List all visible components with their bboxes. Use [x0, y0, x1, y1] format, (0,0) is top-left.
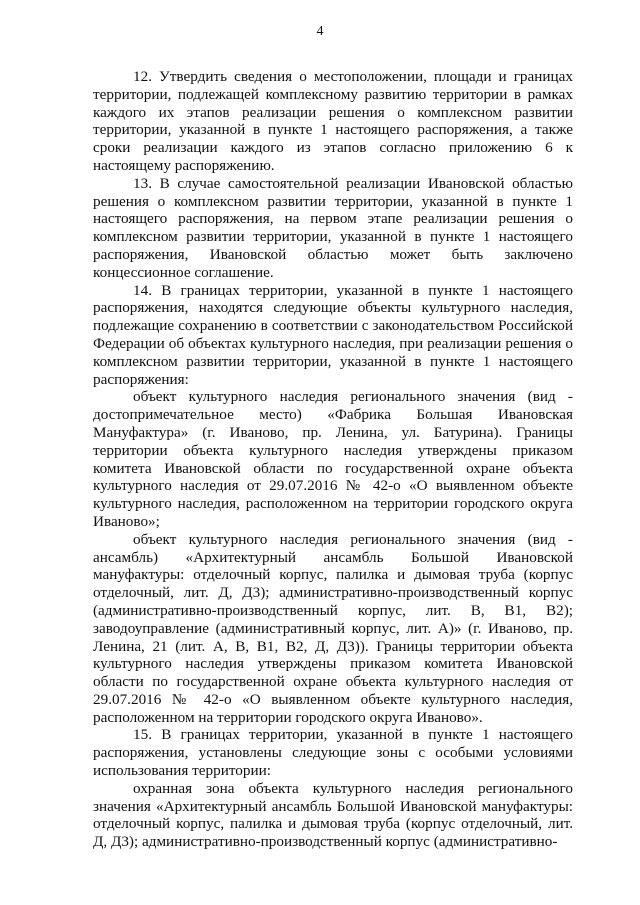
- paragraph-14: 14. В границах территории, указанной в пункте 1 настоящего распоряжения, находятся следующие объекты культурного наследия, подлежащие сохранению в соответствии с законодательством Российской Федерации об объектах культурного наследия, при реализации решения о комплексном развитии территории, указанной в пункте 1 настоящего распоряжения:: [93, 281, 573, 388]
- document-body: [93, 68, 573, 851]
- heritage-object-ensemble: объект культурного наследия регионального значения (вид - ансамбль) «Архитектурный ансамбль Большой Ивановской мануфактуры: отделочный корпус, палилка и дымовая труба (корпус отделочный, лит. Д, Д3); административно-производственный корпус (административно-производственный корпус, лит. В, В1, В2); заводоуправление (административный корпус, лит. А)» (г. Иваново, пр. Ленина, 21 (лит. А, В, В1, В2, Д, Д3)). Границы территории объекта культурного наследия утверждены приказом комитета Ивановской области по государственной охране объекта культурного наследия от 29.07.2016 № 42-о «О выявленном объекте культурного наследия, расположенном на территории городского округа Иваново».: [93, 530, 573, 726]
- protection-zone-paragraph: охранная зона объекта культурного наследия регионального значения «Архитектурный ансамбль Большой Ивановской мануфактуры: отделочный корпус, палилка и дымовая труба (корпус отделочный, лит. Д, Д3); административно-производственный корпус (административно-: [93, 779, 573, 851]
- page-number: 4: [316, 24, 324, 39]
- paragraph-13: 13. В случае самостоятельной реализации Ивановской областью решения о комплексном развитии территории, указанной в пункте 1 настоящего распоряжения, на первом этапе реализации решения о комплексном развитии территории, указанной в пункте 1 настоящего распоряжения, Ивановской областью может быть заключено концессионное соглашение.: [93, 174, 573, 281]
- paragraph-12: 12. Утвердить сведения о местоположении, площади и границах территории, подлежащей комплексному развитию территории в рамках каждого их этапов реализации решения о комплексном развитии территории, указанной в пункте 1 настоящего распоряжения, а также сроки реализации каждого из этапов согласно приложению 6 к настоящему распоряжению.: [93, 68, 573, 174]
- paragraph-15: 15. В границах территории, указанной в пункте 1 настоящего распоряжения, установлены следующие зоны с особыми условиями использования территории:: [93, 726, 573, 780]
- heritage-object-place: объект культурного наследия регионального значения (вид - достопримечательное место) «Фабрика Большая Ивановская Мануфактура» (г. Иваново, пр. Ленина, ул. Батурина). Границы территории объекта культурного наследия утверждены приказом комитета Ивановской области по государственной охране объекта культурного наследия от 29.07.2016 № 42-о «О выявленном объекте культурного наследия, расположенном на территории городского округа Иваново»;: [93, 388, 573, 530]
